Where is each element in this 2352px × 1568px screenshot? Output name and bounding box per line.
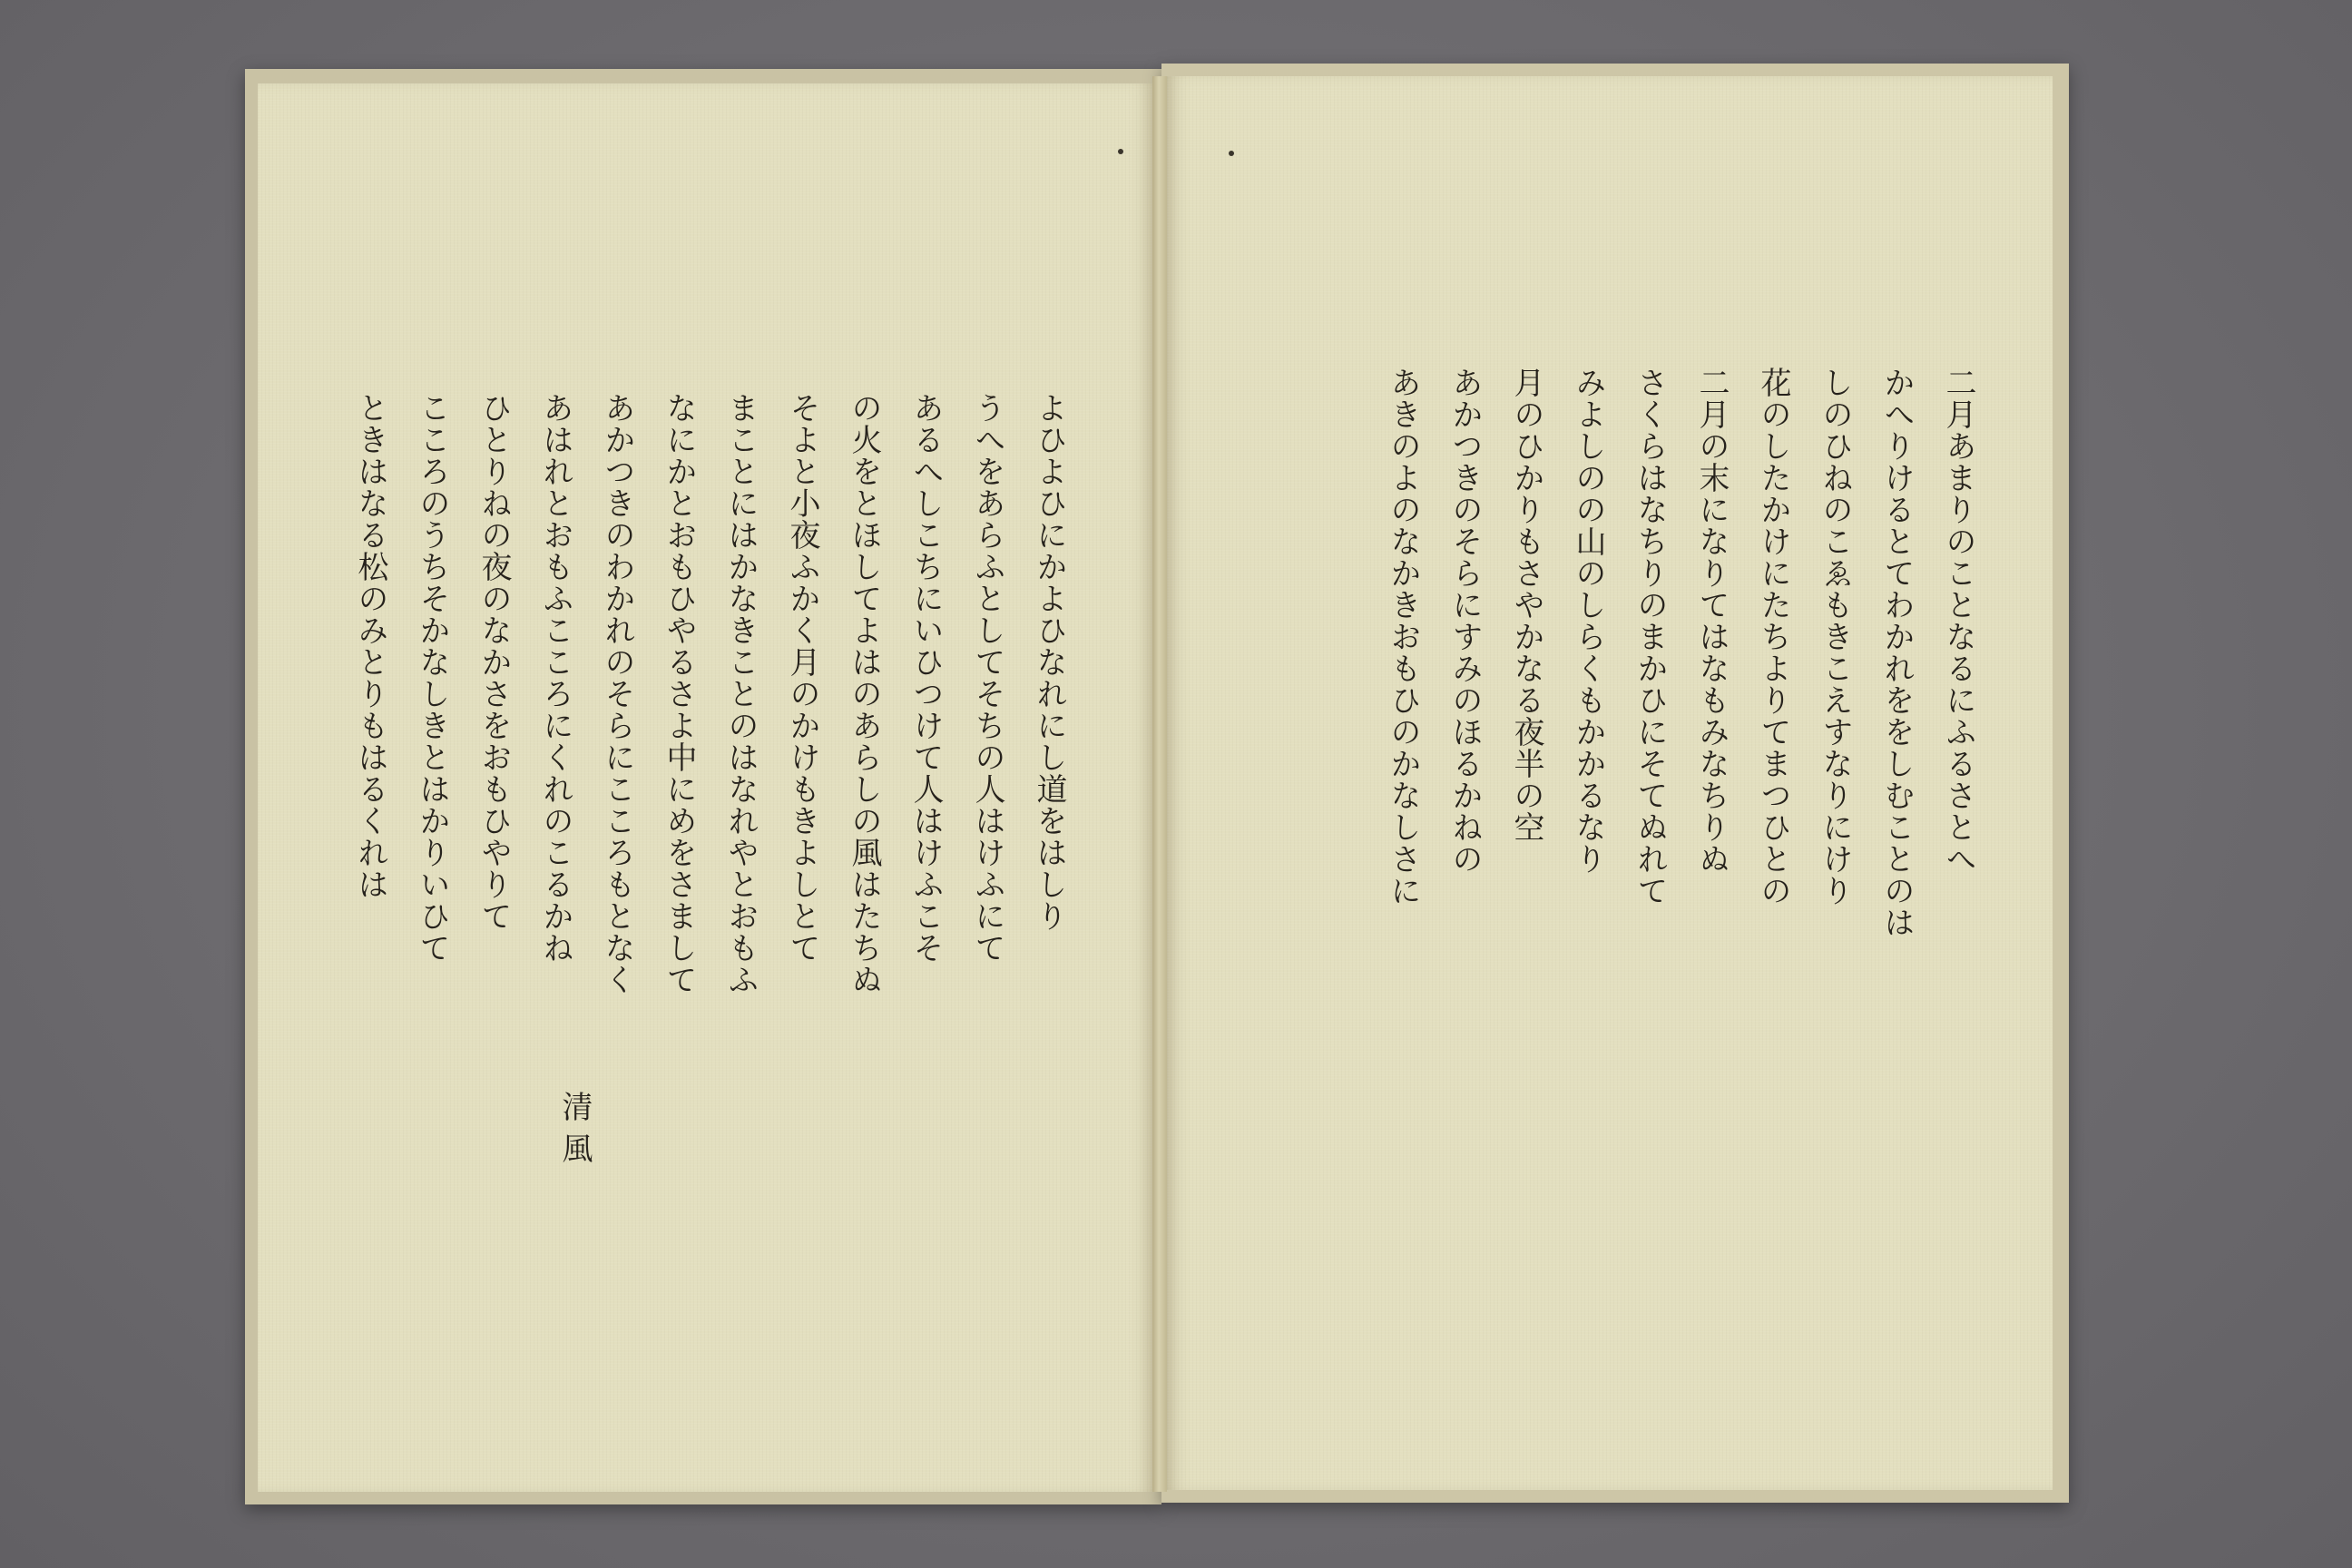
text-line: なにかとおもひやるさよ中にめをさまして	[661, 392, 697, 995]
text-line: こころのうちそかなしきとはかりいひて	[414, 392, 450, 964]
text-line: みよしのの山のしらくもかかるなり	[1570, 367, 1606, 875]
text-line: さくらはなちりのまかひにそてぬれて	[1632, 367, 1668, 906]
book-gutter	[1152, 76, 1167, 1492]
text-line: まことにはかなきことのはなれやとおもふ	[722, 392, 759, 995]
text-line: あかつきのわかれのそらにこころもとなく	[599, 392, 635, 995]
text-line: かへりけるとてわかれををしむことのは	[1878, 367, 1915, 938]
text-line: あはれとおもふこころにくれのこるかね	[537, 392, 573, 964]
text-line: そよと小夜ふかく月のかけもきよしとて	[784, 392, 820, 964]
open-book	[245, 64, 2350, 1515]
text-line: の火をとほしてよはのあらしの風はたちぬ	[846, 392, 882, 995]
signature: 清風	[556, 1091, 593, 1174]
ink-speck	[1118, 149, 1123, 154]
left-page-text	[339, 392, 1080, 1445]
ink-speck	[1229, 151, 1234, 156]
text-line: ひとりねの夜のなかさをおもひやりて	[475, 392, 512, 932]
text-line: 月のひかりもさやかなる夜半の空	[1508, 367, 1544, 843]
text-line: 二月あまりのことなるにふるさとへ	[1940, 367, 1976, 875]
right-page	[1167, 76, 2053, 1490]
text-line: 花のしたかけにたちよりてまつひとの	[1755, 367, 1791, 906]
text-line: あるへしこちにいひつけて人はけふこそ	[907, 392, 944, 964]
text-line: しのひねのこゑもきこえすなりにけり	[1817, 367, 1853, 906]
text-line: あかつきのそらにすみのほるかねの	[1446, 367, 1483, 875]
right-page-text	[1372, 367, 1989, 1455]
text-line: あきのよのなかきおもひのかなしさに	[1385, 367, 1421, 906]
text-line: ときはなる松のみとりもはるくれは	[352, 392, 388, 900]
text-line: 二月の末になりてはなもみなちりぬ	[1693, 367, 1730, 875]
text-line: うへをあらふとしてそちの人はけふにて	[969, 392, 1005, 964]
left-page	[258, 83, 1152, 1492]
text-line: よひよひにかよひなれにし道をはしり	[1031, 392, 1067, 932]
